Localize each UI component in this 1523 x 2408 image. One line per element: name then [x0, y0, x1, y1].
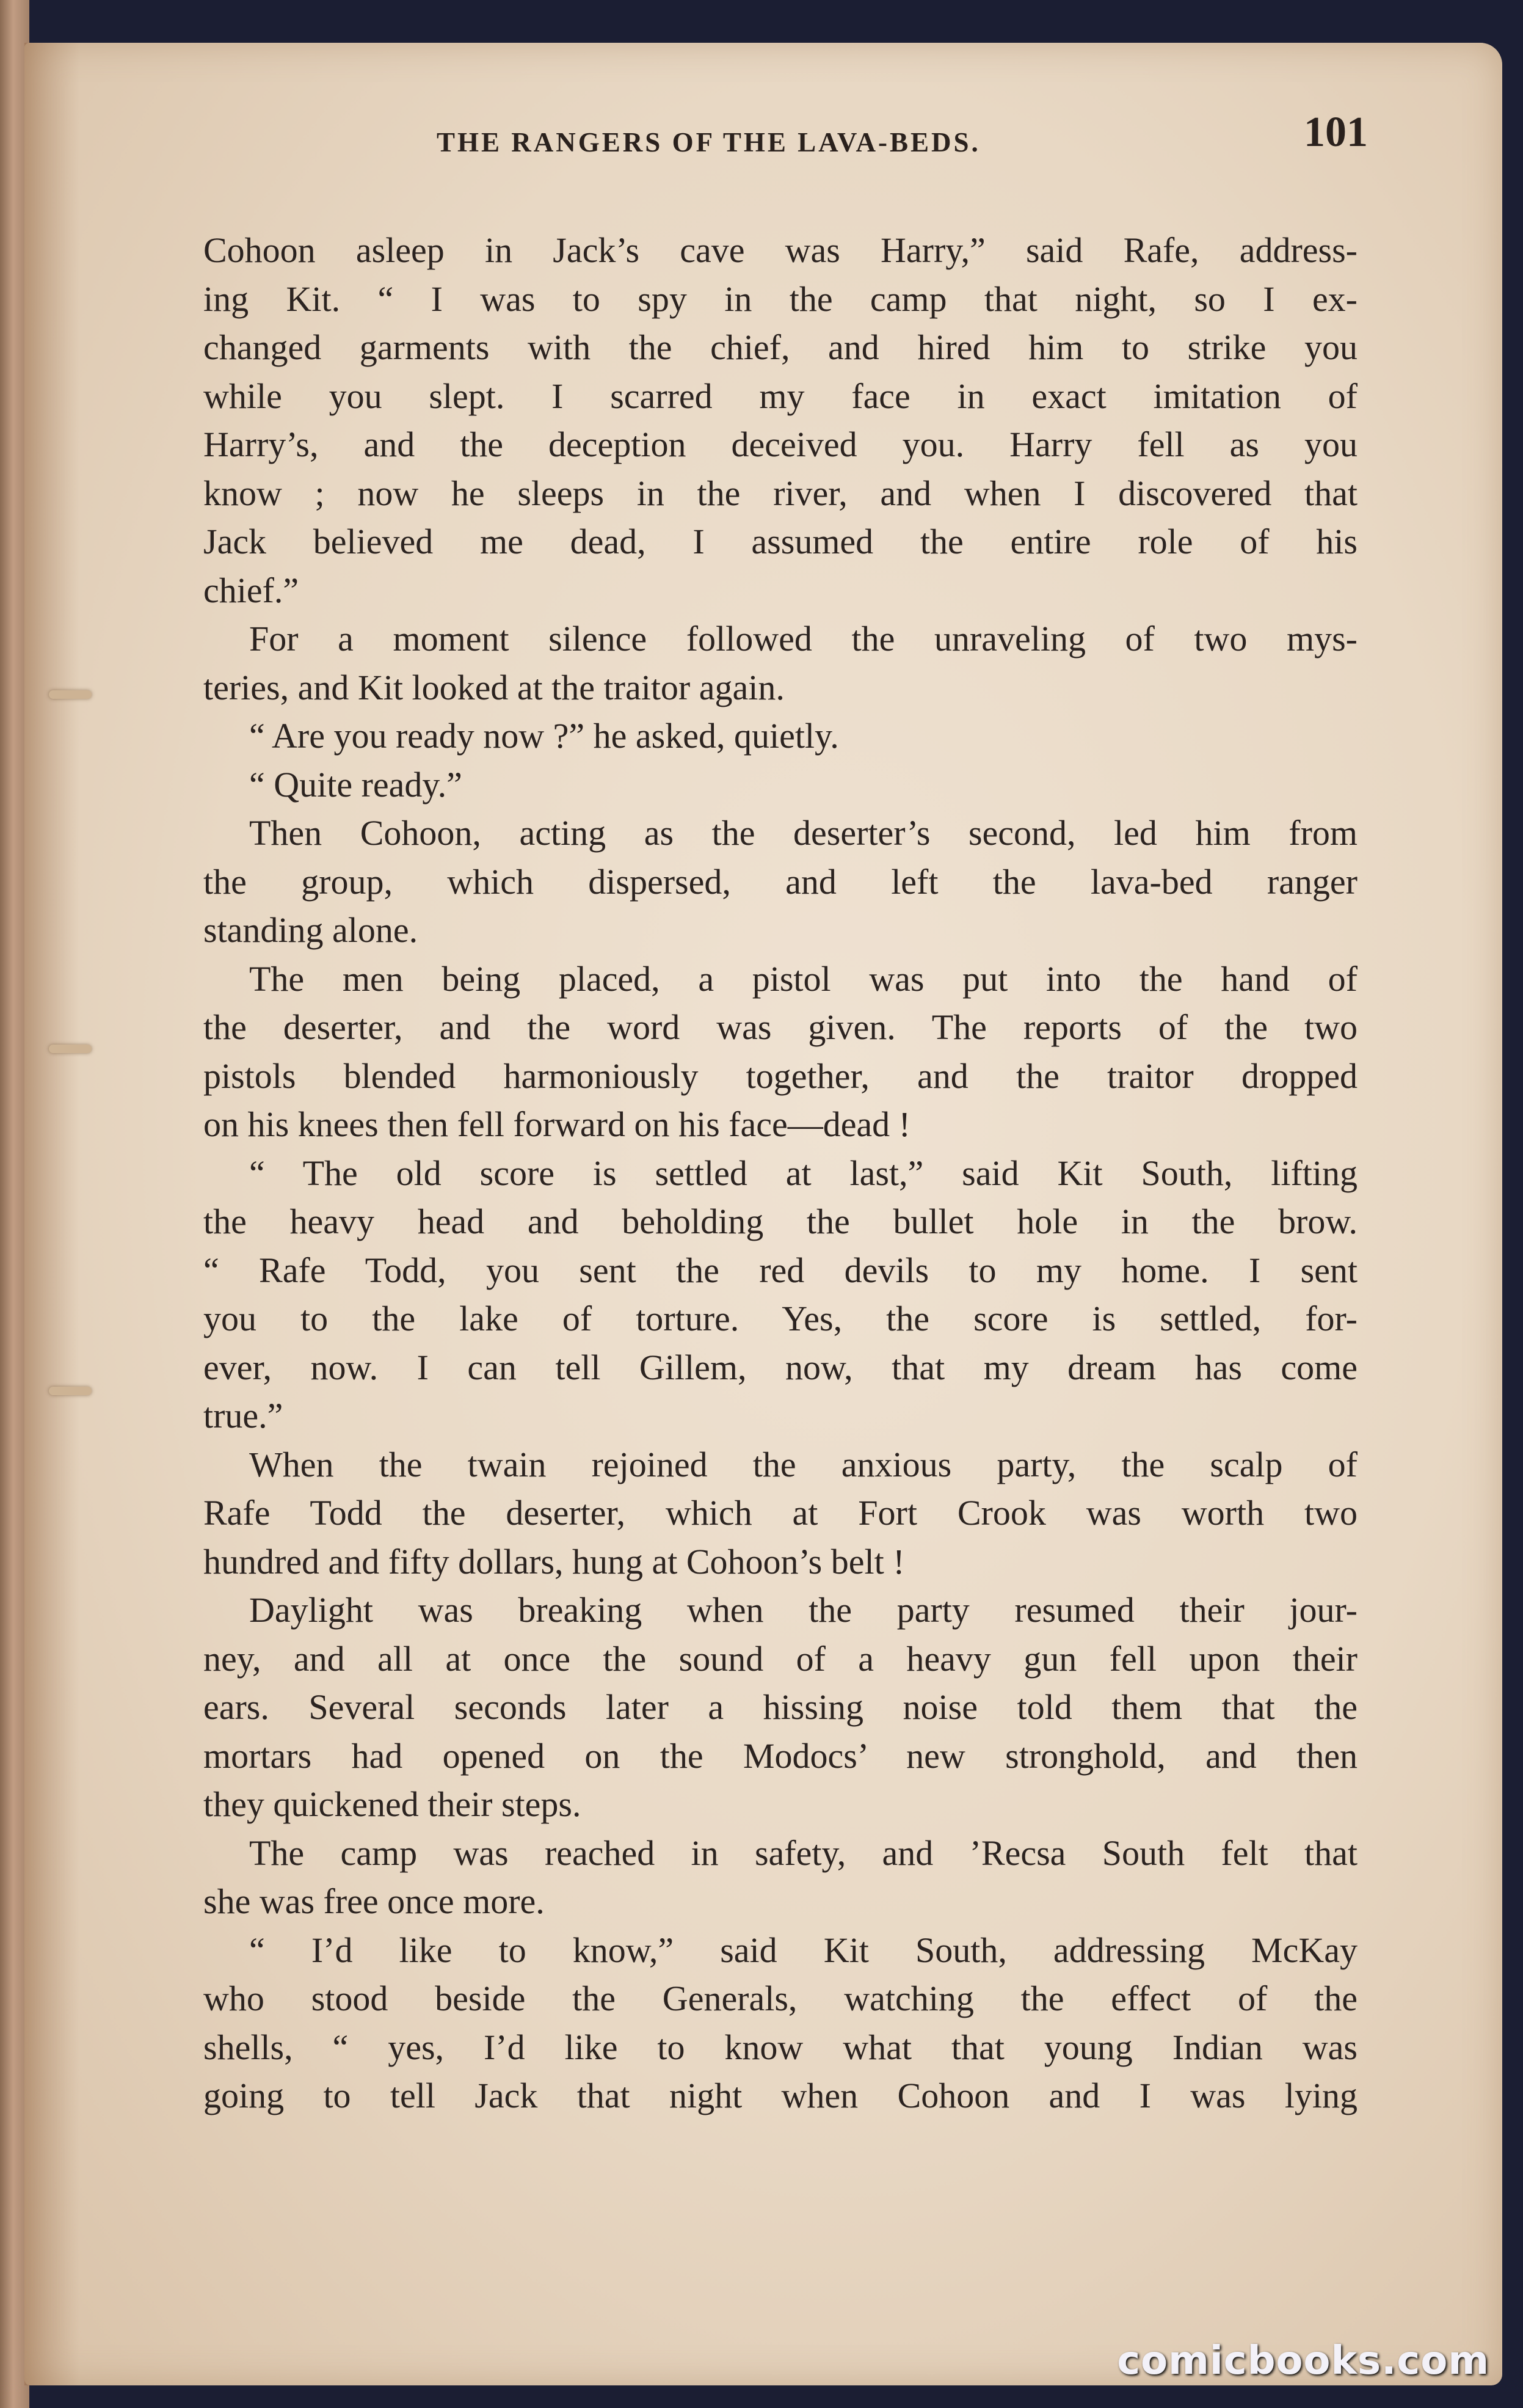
- text-line: pistols blended harmoniously together, and the traitor dropped: [203, 1056, 1358, 1096]
- text-line: chief.”: [203, 570, 299, 610]
- text-line: “ I’d like to know,” said Kit South, addressing McKay: [249, 1930, 1358, 1970]
- page-header: [171, 95, 1368, 168]
- text-line: “ Rafe Todd, you sent the red devils to my home. I sent: [203, 1250, 1358, 1290]
- text-line: standing alone.: [203, 910, 418, 950]
- text-line: ears. Several seconds later a hissing noise told them that the: [203, 1687, 1358, 1727]
- text-line: she was free once more.: [203, 1881, 545, 1921]
- text-line: For a moment silence followed the unraveling of two mys-: [249, 619, 1358, 659]
- text-line: ever, now. I can tell Gillem, now, that my dream has come: [203, 1347, 1358, 1387]
- binding-thread: [49, 690, 92, 699]
- text-line: Then Cohoon, acting as the deserter’s second, led him from: [249, 813, 1358, 853]
- text-line: shells, “ yes, I’d like to know what that young Indian was: [203, 2027, 1358, 2067]
- binding-thread: [49, 1045, 92, 1053]
- text-line: who stood beside the Generals, watching the effect of the: [203, 1979, 1358, 2018]
- body-text: [203, 226, 1358, 2120]
- text-line: on his knees then fell forward on his face—dead !: [203, 1104, 911, 1144]
- text-line: true.”: [203, 1396, 283, 1436]
- text-line: The camp was reached in safety, and ’Recsa South felt that: [249, 1833, 1358, 1873]
- watermark: comicbooks.com: [1117, 2338, 1489, 2384]
- text-line: going to tell Jack that night when Cohoon and I was lying: [203, 2076, 1358, 2115]
- text-line: Cohoon asleep in Jack’s cave was Harry,” said Rafe, address-: [203, 230, 1358, 270]
- text-line: the deserter, and the word was given. The reports of the two: [203, 1007, 1358, 1047]
- text-line: Harry’s, and the deception deceived you. Harry fell as you: [203, 425, 1358, 464]
- text-line: hundred and fifty dollars, hung at Cohoon’s belt !: [203, 1541, 905, 1582]
- page-number: 101: [1304, 109, 1368, 156]
- text-line: mortars had opened on the Modocs’ new stronghold, and then: [203, 1735, 1358, 1776]
- text-line: the heavy head and beholding the bullet hole in the brow.: [203, 1202, 1358, 1241]
- binding-thread: [49, 1387, 92, 1395]
- gutter-shadow: [24, 43, 79, 2385]
- text-line: Jack believed me dead, I assumed the entire role of his: [203, 522, 1358, 561]
- text-line: When the twain rejoined the anxious party, the scalp of: [249, 1444, 1358, 1484]
- text-line: ney, and all at once the sound of a heavy gun fell upon their: [203, 1638, 1358, 1679]
- text-line: ing Kit. “ I was to spy in the camp that night, so I ex-: [203, 279, 1358, 319]
- text-line: Daylight was breaking when the party resumed their jour-: [249, 1590, 1358, 1630]
- text-line: Rafe Todd the deserter, which at Fort Crook was worth two: [203, 1493, 1358, 1533]
- text-line: “ The old score is settled at last,” said Kit South, lifting: [249, 1153, 1358, 1193]
- text-line: changed garments with the chief, and hired him to strike you: [203, 327, 1358, 367]
- text-line: know ; now he sleeps in the river, and when I discovered that: [203, 473, 1358, 513]
- text-line: you to the lake of torture. Yes, the score is settled, for-: [203, 1299, 1358, 1338]
- text-line: they quickened their steps.: [203, 1784, 581, 1824]
- text-line: teries, and Kit looked at the traitor again.: [203, 667, 785, 707]
- text-line: while you slept. I scarred my face in exact imitation of: [203, 376, 1358, 416]
- text-line: the group, which dispersed, and left the lava-bed ranger: [203, 861, 1358, 902]
- text-line: “ Quite ready.”: [249, 764, 462, 804]
- text-line: The men being placed, a pistol was put into the hand of: [249, 958, 1358, 999]
- running-title: THE RANGERS OF THE LAVA-BEDS.: [437, 127, 981, 158]
- text-line: “ Are you ready now ?” he asked, quietly.: [249, 716, 839, 756]
